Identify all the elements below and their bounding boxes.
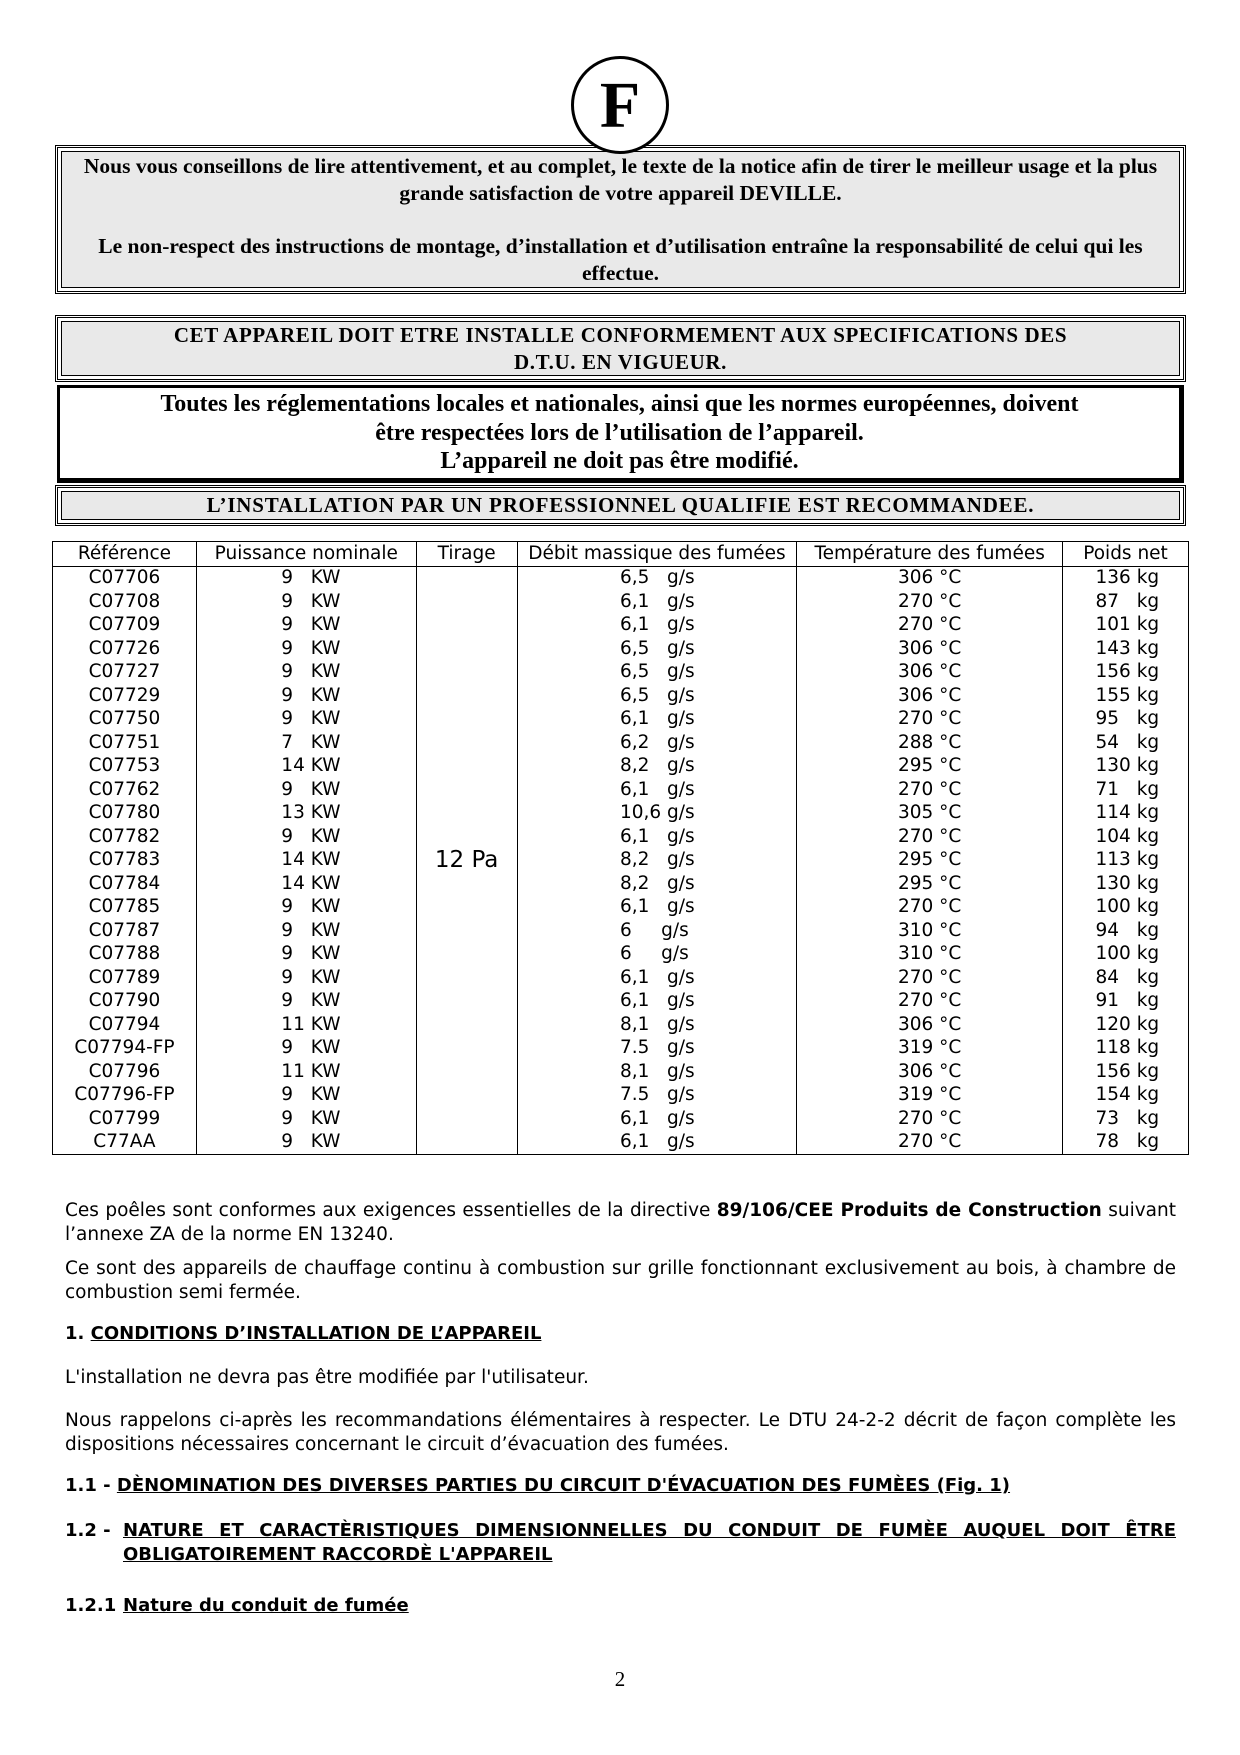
cell-temperature: 295 °C <box>797 872 1063 896</box>
regulation-box <box>57 385 1184 483</box>
cell-reference: C07790 <box>53 990 197 1014</box>
cell-power: 9 KW <box>196 614 416 638</box>
section-1-heading: 1. CONDITIONS D’INSTALLATION DE L’APPAREIL <box>65 1323 542 1344</box>
cell-weight: 104 kg <box>1063 825 1189 849</box>
table-row <box>53 778 1189 802</box>
cell-weight: 130 kg <box>1063 755 1189 779</box>
language-badge: F <box>571 56 669 154</box>
cell-reference: C07796 <box>53 1060 197 1084</box>
cell-reference: C07780 <box>53 802 197 826</box>
cell-weight: 143 kg <box>1063 637 1189 661</box>
cell-weight: 91 kg <box>1063 990 1189 1014</box>
cell-weight: 101 kg <box>1063 614 1189 638</box>
cell-flow: 8,1 g/s <box>517 1013 797 1037</box>
cell-power: 11 KW <box>196 1013 416 1037</box>
cell-temperature: 310 °C <box>797 943 1063 967</box>
cell-reference: C07794 <box>53 1013 197 1037</box>
page-number: 2 <box>614 1667 626 1691</box>
table-row <box>53 1037 1189 1061</box>
cell-reference: C07794-FP <box>53 1037 197 1061</box>
table-row <box>53 637 1189 661</box>
dtu-text: CET APPAREIL DOIT ETRE INSTALLE CONFORMEMENT AUX SPECIFICATIONS DES D.T.U. EN VIGUEUR. <box>173 322 1068 374</box>
cell-power: 9 KW <box>196 684 416 708</box>
section-1-1-heading: 1.1 - DÈNOMINATION DES DIVERSES PARTIES DU CIRCUIT D'ÉVACUATION DES FUMÈES (Fig. 1) <box>65 1475 1011 1496</box>
table-row <box>53 614 1189 638</box>
table-row <box>53 1060 1189 1084</box>
dtu-box <box>55 315 1186 382</box>
section-1-2-1-heading: 1.2.1 Nature du conduit de fumée <box>65 1595 409 1616</box>
cell-power: 9 KW <box>196 661 416 685</box>
cell-reference: C07785 <box>53 896 197 920</box>
cell-reference: C07729 <box>53 684 197 708</box>
cell-weight: 113 kg <box>1063 849 1189 873</box>
notice-box <box>55 145 1186 294</box>
cell-reference: C07753 <box>53 755 197 779</box>
cell-weight: 73 kg <box>1063 1107 1189 1131</box>
regulation-line-2: L’appareil ne doit pas être modifié. <box>440 448 799 475</box>
header-flow: Débit massique des fumées <box>517 542 797 567</box>
table-row <box>53 990 1189 1014</box>
cell-temperature: 270 °C <box>797 896 1063 920</box>
cell-power: 9 KW <box>196 990 416 1014</box>
cell-temperature: 305 °C <box>797 802 1063 826</box>
cell-reference: C07706 <box>53 566 197 590</box>
cell-reference: C07762 <box>53 778 197 802</box>
cell-flow: 8,2 g/s <box>517 849 797 873</box>
header-weight: Poids net <box>1063 542 1189 567</box>
table-row <box>53 966 1189 990</box>
header-draft: Tirage <box>416 542 517 567</box>
cell-flow: 6 g/s <box>517 943 797 967</box>
dtu-reminder-paragraph: Nous rappelons ci-après les recommandations élémentaires à respecter. Le DTU 24-2-2 décrit de façon complète les dispositions nécessaires concernant le circuit d’évacuation des fumées. <box>65 1410 1176 1455</box>
table-row <box>53 731 1189 755</box>
cell-weight: 95 kg <box>1063 708 1189 732</box>
cell-reference: C07787 <box>53 919 197 943</box>
conformity-paragraph: Ces poêles sont conformes aux exigences essentielles de la directive 89/106/CEE Produits de Construction suivant l’annexe ZA de la norme EN 13240. <box>65 1200 1176 1245</box>
table-row <box>53 1084 1189 1108</box>
regulation-line-1: Toutes les réglementations locales et nationales, ainsi que les normes européennes, doivent être respectées lors de l’utilisation de l’appareil. <box>160 391 1079 446</box>
cell-power: 9 KW <box>196 637 416 661</box>
cell-power: 9 KW <box>196 919 416 943</box>
cell-flow: 6,1 g/s <box>517 1107 797 1131</box>
cell-power: 9 KW <box>196 1107 416 1131</box>
cell-temperature: 288 °C <box>797 731 1063 755</box>
specifications-table <box>52 541 1189 1155</box>
cell-weight: 114 kg <box>1063 802 1189 826</box>
cell-weight: 156 kg <box>1063 661 1189 685</box>
cell-temperature: 270 °C <box>797 1131 1063 1155</box>
directive-reference: 89/106/CEE Produits de Construction <box>716 1200 1102 1221</box>
cell-weight: 120 kg <box>1063 1013 1189 1037</box>
cell-power: 7 KW <box>196 731 416 755</box>
cell-temperature: 270 °C <box>797 614 1063 638</box>
table-row <box>53 1131 1189 1155</box>
cell-flow: 8,1 g/s <box>517 1060 797 1084</box>
cell-temperature: 319 °C <box>797 1037 1063 1061</box>
cell-flow: 7.5 g/s <box>517 1037 797 1061</box>
cell-flow: 7.5 g/s <box>517 1084 797 1108</box>
table-row <box>53 1107 1189 1131</box>
cell-power: 9 KW <box>196 943 416 967</box>
cell-temperature: 270 °C <box>797 966 1063 990</box>
notice-paragraph-1: Nous vous conseillons de lire attentivement, et au complet, le texte de la notice afin de tirer le meilleur usage et la plus grande satisfaction de votre appareil DEVILLE. <box>83 153 1158 205</box>
cell-flow: 6,1 g/s <box>517 966 797 990</box>
cell-reference: C07784 <box>53 872 197 896</box>
cell-weight: 78 kg <box>1063 1131 1189 1155</box>
table-row <box>53 661 1189 685</box>
cell-flow: 6,1 g/s <box>517 990 797 1014</box>
table-row <box>53 755 1189 779</box>
cell-temperature: 306 °C <box>797 1013 1063 1037</box>
cell-flow: 6,1 g/s <box>517 778 797 802</box>
professional-box <box>55 485 1186 526</box>
cell-temperature: 270 °C <box>797 1107 1063 1131</box>
cell-flow: 6,1 g/s <box>517 825 797 849</box>
cell-power: 13 KW <box>196 802 416 826</box>
cell-weight: 84 kg <box>1063 966 1189 990</box>
cell-temperature: 306 °C <box>797 1060 1063 1084</box>
cell-power: 9 KW <box>196 778 416 802</box>
cell-power: 9 KW <box>196 1131 416 1155</box>
cell-weight: 136 kg <box>1063 566 1189 590</box>
cell-draft: 12 Pa <box>416 566 517 1155</box>
cell-temperature: 270 °C <box>797 990 1063 1014</box>
cell-reference: C07709 <box>53 614 197 638</box>
cell-flow: 8,2 g/s <box>517 755 797 779</box>
cell-flow: 6,1 g/s <box>517 590 797 614</box>
cell-weight: 94 kg <box>1063 919 1189 943</box>
cell-weight: 54 kg <box>1063 731 1189 755</box>
professional-text: L’INSTALLATION PAR UN PROFESSIONNEL QUALIFIE EST RECOMMANDEE. <box>206 493 1035 517</box>
cell-flow: 6,5 g/s <box>517 637 797 661</box>
no-modification-paragraph: L'installation ne devra pas être modifiée par l'utilisateur. <box>65 1367 589 1388</box>
cell-weight: 155 kg <box>1063 684 1189 708</box>
cell-reference: C07783 <box>53 849 197 873</box>
cell-reference: C77AA <box>53 1131 197 1155</box>
cell-flow: 6,5 g/s <box>517 661 797 685</box>
section-1-2-heading: 1.2 - NATURE ET CARACTÈRISTIQUES DIMENSIONNELLES DU CONDUIT DE FUMÈE AUQUEL DOIT ÊTRE OBLIGATOIREMENT RACCORDÈ L'APPAREIL <box>65 1520 1176 1565</box>
table-row <box>53 825 1189 849</box>
cell-power: 9 KW <box>196 566 416 590</box>
cell-flow: 6 g/s <box>517 919 797 943</box>
cell-power: 9 KW <box>196 708 416 732</box>
table-row <box>53 896 1189 920</box>
cell-weight: 87 kg <box>1063 590 1189 614</box>
cell-power: 9 KW <box>196 1037 416 1061</box>
cell-reference: C07799 <box>53 1107 197 1131</box>
cell-power: 14 KW <box>196 872 416 896</box>
cell-flow: 6,5 g/s <box>517 566 797 590</box>
cell-temperature: 306 °C <box>797 637 1063 661</box>
header-temperature: Température des fumées <box>797 542 1063 567</box>
cell-power: 14 KW <box>196 755 416 779</box>
cell-temperature: 270 °C <box>797 825 1063 849</box>
cell-weight: 156 kg <box>1063 1060 1189 1084</box>
cell-flow: 8,2 g/s <box>517 872 797 896</box>
cell-weight: 154 kg <box>1063 1084 1189 1108</box>
cell-power: 14 KW <box>196 849 416 873</box>
cell-reference: C07750 <box>53 708 197 732</box>
cell-temperature: 295 °C <box>797 755 1063 779</box>
cell-weight: 118 kg <box>1063 1037 1189 1061</box>
cell-temperature: 270 °C <box>797 708 1063 732</box>
cell-weight: 100 kg <box>1063 943 1189 967</box>
cell-reference: C07796-FP <box>53 1084 197 1108</box>
cell-reference: C07751 <box>53 731 197 755</box>
cell-reference: C07726 <box>53 637 197 661</box>
table-row <box>53 849 1189 873</box>
cell-temperature: 306 °C <box>797 566 1063 590</box>
table-row <box>53 872 1189 896</box>
cell-reference: C07788 <box>53 943 197 967</box>
cell-temperature: 270 °C <box>797 778 1063 802</box>
cell-flow: 6,1 g/s <box>517 1131 797 1155</box>
cell-power: 9 KW <box>196 1084 416 1108</box>
cell-power: 9 KW <box>196 896 416 920</box>
cell-reference: C07789 <box>53 966 197 990</box>
cell-power: 11 KW <box>196 1060 416 1084</box>
table-row <box>53 943 1189 967</box>
cell-temperature: 319 °C <box>797 1084 1063 1108</box>
cell-reference: C07727 <box>53 661 197 685</box>
table-header-row <box>53 542 1189 567</box>
cell-flow: 6,5 g/s <box>517 684 797 708</box>
table-row <box>53 708 1189 732</box>
cell-power: 9 KW <box>196 590 416 614</box>
cell-flow: 10,6 g/s <box>517 802 797 826</box>
cell-weight: 130 kg <box>1063 872 1189 896</box>
cell-temperature: 270 °C <box>797 590 1063 614</box>
cell-power: 9 KW <box>196 825 416 849</box>
cell-reference: C07708 <box>53 590 197 614</box>
description-paragraph: Ce sont des appareils de chauffage continu à combustion sur grille fonctionnant exclusivement au bois, à chambre de combustion semi fermée. <box>65 1258 1176 1303</box>
cell-power: 9 KW <box>196 966 416 990</box>
cell-flow: 6,1 g/s <box>517 708 797 732</box>
cell-flow: 6,2 g/s <box>517 731 797 755</box>
header-power: Puissance nominale <box>196 542 416 567</box>
table-row <box>53 566 1189 590</box>
cell-reference: C07782 <box>53 825 197 849</box>
cell-flow: 6,1 g/s <box>517 896 797 920</box>
table-row <box>53 684 1189 708</box>
table-row <box>53 590 1189 614</box>
table-row <box>53 919 1189 943</box>
cell-flow: 6,1 g/s <box>517 614 797 638</box>
cell-temperature: 306 °C <box>797 661 1063 685</box>
table-row <box>53 1013 1189 1037</box>
table-row <box>53 802 1189 826</box>
cell-temperature: 295 °C <box>797 849 1063 873</box>
cell-weight: 100 kg <box>1063 896 1189 920</box>
cell-weight: 71 kg <box>1063 778 1189 802</box>
header-reference: Référence <box>53 542 197 567</box>
cell-temperature: 306 °C <box>797 684 1063 708</box>
cell-temperature: 310 °C <box>797 919 1063 943</box>
notice-paragraph-2: Le non-respect des instructions de montage, d’installation et d’utilisation entraîne la responsabilité de celui qui les effectue. <box>98 233 1143 285</box>
